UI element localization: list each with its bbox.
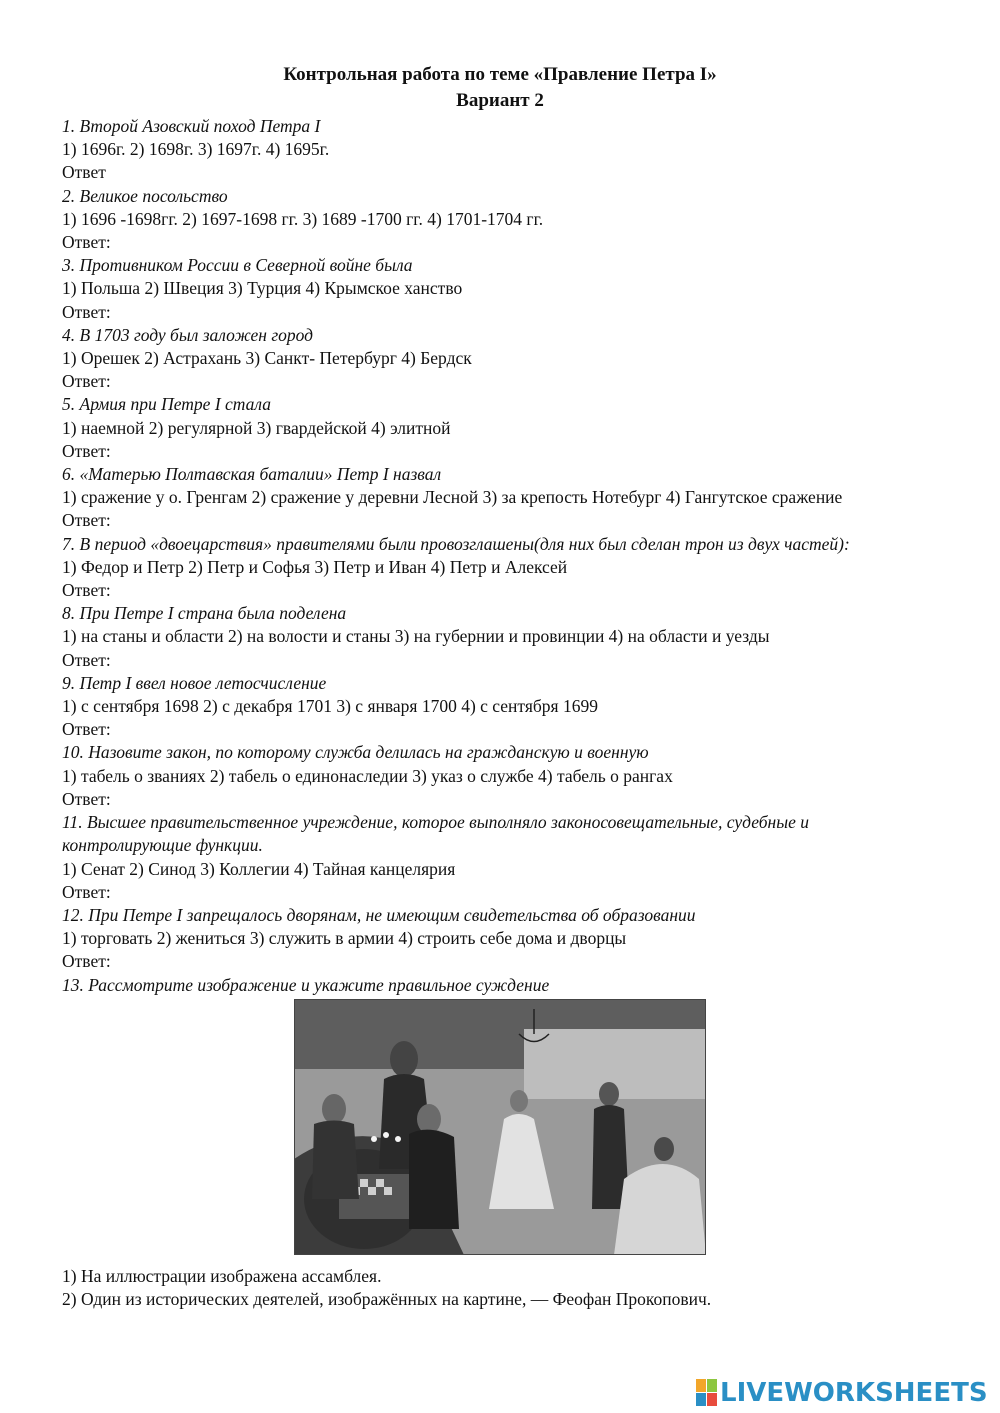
answer-label[interactable]: Ответ: [62,649,111,670]
question-13 [62,974,942,1312]
answer-label[interactable]: Ответ: [62,510,111,531]
answer-label[interactable]: Ответ: [62,232,111,253]
assembly-engraving-image [294,999,706,1255]
question-options: 1) Польша 2) Швеция 3) Турция 4) Крымское ханство [62,278,463,299]
question-11 [62,811,942,904]
question-text: 12. При Петре I запрещалось дворянам, не имеющим свидетельства об образовании [62,904,696,925]
question-options: 1) Федор и Петр 2) Петр и Софья 3) Петр и Иван 4) Петр и Алексей [62,556,568,577]
answer-label[interactable]: Ответ: [62,440,111,461]
answer-label[interactable]: Ответ: [62,788,111,809]
question-12 [62,904,942,974]
statement-1: 1) На иллюстрации изображена ассамблея. [62,1265,382,1286]
question-3 [62,254,942,324]
answer-label[interactable]: Ответ: [62,580,111,601]
page-title: Контрольная работа по теме «Правление Петра I» [283,64,717,85]
question-text: 3. Противником России в Северной войне была [62,255,413,276]
question-10 [62,741,942,811]
question-options: 1) 1696г. 2) 1698г. 3) 1697г. 4) 1695г. [62,139,330,160]
question-text: 4. В 1703 году был заложен город [62,324,314,345]
answer-label[interactable]: Ответ: [62,881,111,902]
question-text: 9. Петр I ввел новое летосчисление [62,672,327,693]
variant-title: Вариант 2 [456,90,544,111]
question-options: 1) наемной 2) регулярной 3) гвардейской 4) элитной [62,417,451,438]
question-text: 7. В период «двоецарствия» правителями были провозглашены(для них был сделан трон из двух частей): [62,533,850,554]
questions-list [62,115,942,1311]
question-8 [62,602,942,672]
question-text: 13. Рассмотрите изображение и укажите правильное суждение [62,974,550,995]
question-text: 8. При Петре I страна была поделена [62,603,347,624]
question-options: 1) табель о званиях 2) табель о единонаследии 3) указ о службе 4) табель о рангах [62,765,673,786]
answer-label[interactable]: Ответ: [62,371,111,392]
question-options: 1) на станы и области 2) на волости и станы 3) на губернии и провинции 4) на области и уезды [62,626,770,647]
question-1 [62,115,942,185]
question-2 [62,185,942,255]
question-text: 11. Высшее правительственное учреждение, которое выполняло законосовещательные, судебные и контролирующие функции. [62,812,809,856]
question-4 [62,324,942,394]
question-6 [62,463,942,533]
question-options: 1) торговать 2) жениться 3) служить в армии 4) строить себе дома и дворцы [62,928,627,949]
question-options: 1) 1696 -1698гг. 2) 1697-1698 гг. 3) 1689 -1700 гг. 4) 1701-1704 гг. [62,208,544,229]
liveworksheets-logo [696,1376,988,1410]
question-text: 10. Назовите закон, по которому служба делилась на гражданскую и военную [62,742,649,763]
question-options: 1) Орешек 2) Астрахань 3) Санкт- Петербург 4) Бердск [62,348,472,369]
question-options: 1) сражение у о. Гренгам 2) сражение у деревни Лесной 3) за крепость Нотебург 4) Гангутское сражение [62,487,843,508]
answer-label[interactable]: Ответ: [62,951,111,972]
question-options: 1) с сентября 1698 2) с декабря 1701 3) с января 1700 4) с сентября 1699 [62,696,598,717]
question-text: 1. Второй Азовский поход Петра I [62,116,321,136]
question-text: 5. Армия при Петре I стала [62,394,271,415]
question-options: 1) Сенат 2) Синод 3) Коллегии 4) Тайная канцелярия [62,858,456,879]
logo-text: LIVEWORKSHEETS [720,1378,988,1408]
question-text: 2. Великое посольство [62,185,228,206]
answer-label[interactable]: Ответ [62,162,106,183]
answer-label[interactable]: Ответ: [62,301,111,322]
question-9 [62,672,942,742]
statement-2: 2) Один из исторических деятелей, изображённых на картине, — Феофан Прокопович. [62,1288,712,1309]
question-text: 6. «Матерью Полтавская баталии» Петр I назвал [62,464,442,485]
question-7 [62,533,942,603]
answer-label[interactable]: Ответ: [62,719,111,740]
liveworksheets-logo-icon [696,1379,718,1407]
question-5 [62,393,942,463]
